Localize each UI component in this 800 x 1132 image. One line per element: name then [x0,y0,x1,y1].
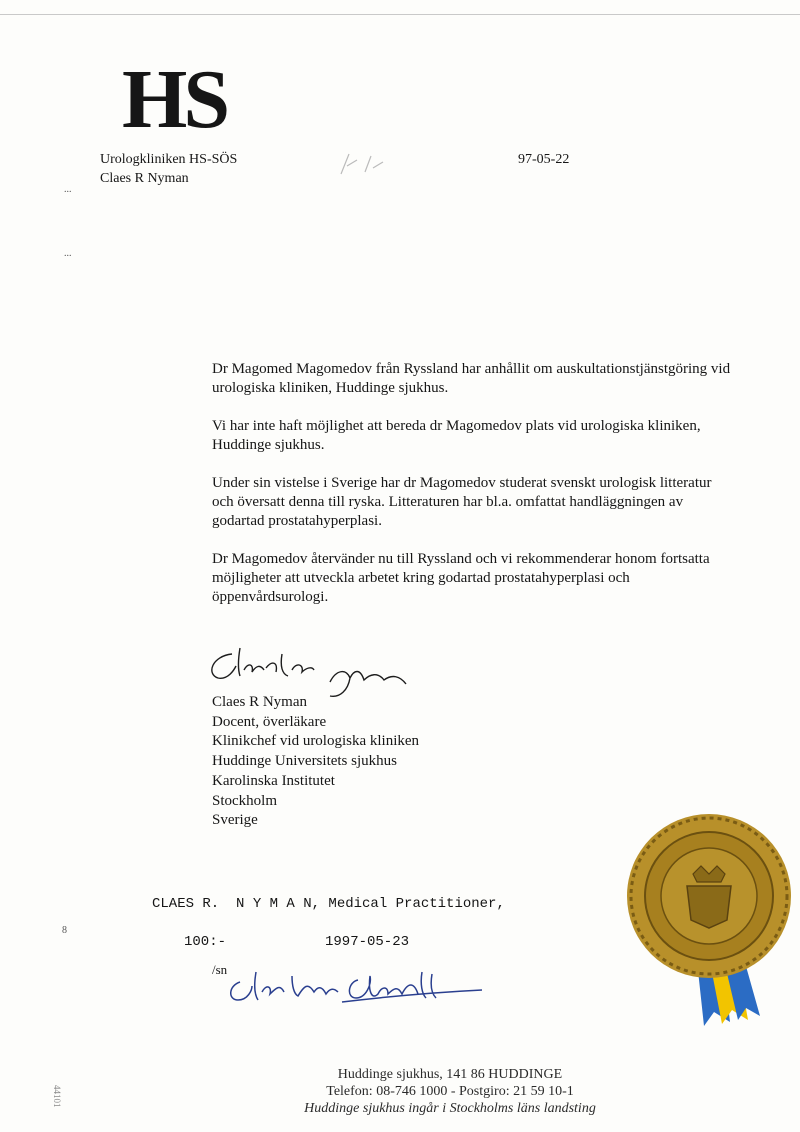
certification-line: CLAES R. N Y M A N, Medical Practitioner, [152,896,505,912]
letterhead-footer [200,1066,700,1117]
footer-tagline: Huddinge sjukhus ingår i Stockholms läns landsting [304,1101,596,1116]
body-paragraph: Vi har inte haft möjlighet att bereda dr Magomedov plats vid urologiska kliniken, Huddinge sjukhus. [212,418,701,453]
clinic-name: Urologkliniken HS-SÖS [100,152,238,167]
body-paragraph: Dr Magomedov återvänder nu till Ryssland och vi rekommenderar honom fortsatta möjligheter att utveckla arbetet kring godartad prostatahyperplasi och öppenvårdsurologi. [212,551,710,605]
handwritten-signature [200,640,460,700]
body-paragraph: Dr Magomed Magomedov från Ryssland har anhållit om auskultationstjänstgöring vid urologiska kliniken, Huddinge sjukhus. [212,361,731,396]
gold-seal [618,812,800,1034]
certification-initials: /sn [212,962,228,977]
sig-line: Stockholm [212,792,278,809]
sender-name: Claes R Nyman [100,171,189,186]
letter-body [212,360,732,626]
sig-line: Docent, överläkare [212,713,327,730]
hs-logo: HS [122,53,227,146]
sender-block [100,150,237,188]
letter-date: 97-05-22 [518,152,570,167]
footer-address: Huddinge sjukhus, 141 86 HUDDINGE [337,1067,563,1082]
margin-mark: ... [64,248,72,259]
body-paragraph: Under sin vistelse i Sverige har dr Magomedov studerat svenskt urologisk litteratur och översatt denna till ryska. Litteraturen har bl.a. omfattat handläggningen av godartad prostatahyperplasi. [212,475,712,529]
edge-code: 44101 [52,1085,62,1108]
certification-date: 1997-05-23 [325,934,410,950]
footer-phone: Telefon: 08-746 1000 - Postgiro: 21 59 10-1 [326,1084,574,1099]
margin-mark: ... [64,184,72,195]
certification-fee: 100:- [184,934,227,950]
scan-edge-line [0,14,800,15]
notary-signature [222,962,492,1012]
pencil-scribble [335,148,395,180]
sig-line: Karolinska Institutet [212,772,335,789]
sig-line: Klinikchef vid urologiska kliniken [212,733,420,750]
margin-mark: 8 [62,925,67,936]
signature-block [212,693,419,831]
sig-line: Claes R Nyman [212,694,307,710]
sig-line: Sverige [212,812,258,829]
sig-line: Huddinge Universitets sjukhus [212,753,397,770]
